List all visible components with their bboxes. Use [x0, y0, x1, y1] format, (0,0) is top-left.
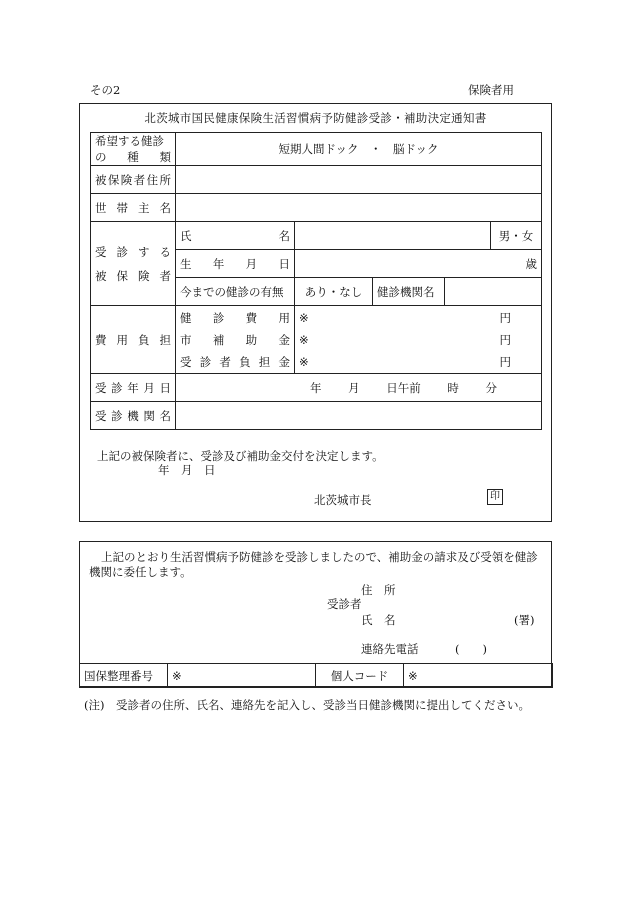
form-title: 北茨城市国民健康保険生活習慣病予防健診受診・補助決定通知書 — [144, 111, 487, 125]
delegation-box — [79, 541, 552, 687]
kenshin-type-value[interactable]: 短期人間ドック ・ 脳ドック — [176, 133, 542, 166]
exam-date-label: 受 診 年 月 日 — [91, 374, 176, 402]
kenshin-type-label: 希望する健診 の 種 類 — [91, 133, 176, 166]
footnote: (注) 受診者の住所、氏名、連絡先を記入し、受診当日健診機関に提出してください。 — [84, 698, 530, 712]
decision-date[interactable]: 年 月 日 — [158, 463, 216, 477]
delegation-text: 上記のとおり生活習慣病予防健診を受診しましたので、補助金の請求及び受領を健診機関に委任します。 — [89, 550, 538, 579]
age-unit: 歳 — [525, 256, 538, 271]
phone-label: 連絡先電話 — [361, 642, 419, 656]
mayor-name: 北茨城市長 — [314, 493, 372, 507]
signature-mark: (署) — [514, 613, 535, 627]
cost-amount-fields[interactable]: ※ 円 ※ 円 ※ 円 — [295, 306, 542, 374]
copy-label: 保険者用 — [468, 83, 514, 97]
examinee-info-table — [90, 132, 542, 430]
examinee-label: 受 診 す る 被 保 険 者 — [91, 222, 176, 306]
form-number: その2 — [90, 83, 121, 97]
seal-icon: 印 — [487, 489, 503, 505]
name-field[interactable] — [295, 222, 491, 250]
exam-date-field[interactable]: 年 月 日午前 時 分 — [176, 374, 542, 402]
address-field[interactable] — [176, 166, 542, 194]
institution-field[interactable] — [176, 402, 542, 430]
institution-small-label: 健診機関名 — [373, 278, 445, 306]
birth-label: 生 年 月 日 — [176, 250, 295, 278]
decision-text: 上記の被保険者に、受診及び補助金交付を決定します。 — [97, 449, 384, 463]
cost-item-labels: 健 診 費 用 市 補 助 金 受 診 者 負 担 金 — [176, 306, 295, 374]
examinee-address-label: 住 所 — [361, 583, 396, 597]
institution-small-field[interactable] — [445, 278, 542, 306]
kokuho-number-label: 国保整理番号 — [80, 664, 168, 688]
cost-label: 費 用 負 担 — [91, 306, 176, 374]
history-label: 今までの健診の有無 — [176, 278, 295, 306]
institution-label: 受 診 機 関 名 — [91, 402, 176, 430]
sex-choice[interactable]: 男・女 — [491, 222, 542, 250]
id-table — [79, 663, 553, 688]
history-choice[interactable]: あり・なし — [295, 278, 373, 306]
name-label: 氏 名 — [176, 222, 295, 250]
decision-notice-box — [79, 103, 552, 522]
age-field[interactable] — [295, 250, 542, 278]
kokuho-number-field[interactable]: ※ — [168, 664, 316, 688]
householder-label: 世 帯 主 名 — [91, 194, 176, 222]
phone-field[interactable]: ( ) — [455, 642, 487, 656]
personal-code-field[interactable]: ※ — [404, 664, 553, 688]
examinee-label: 受診者 — [327, 597, 362, 611]
personal-code-label: 個人コード — [316, 664, 404, 688]
address-label: 被 保 険 者 住 所 — [91, 166, 176, 194]
examinee-name-label: 氏 名 — [361, 613, 396, 627]
householder-field[interactable] — [176, 194, 542, 222]
